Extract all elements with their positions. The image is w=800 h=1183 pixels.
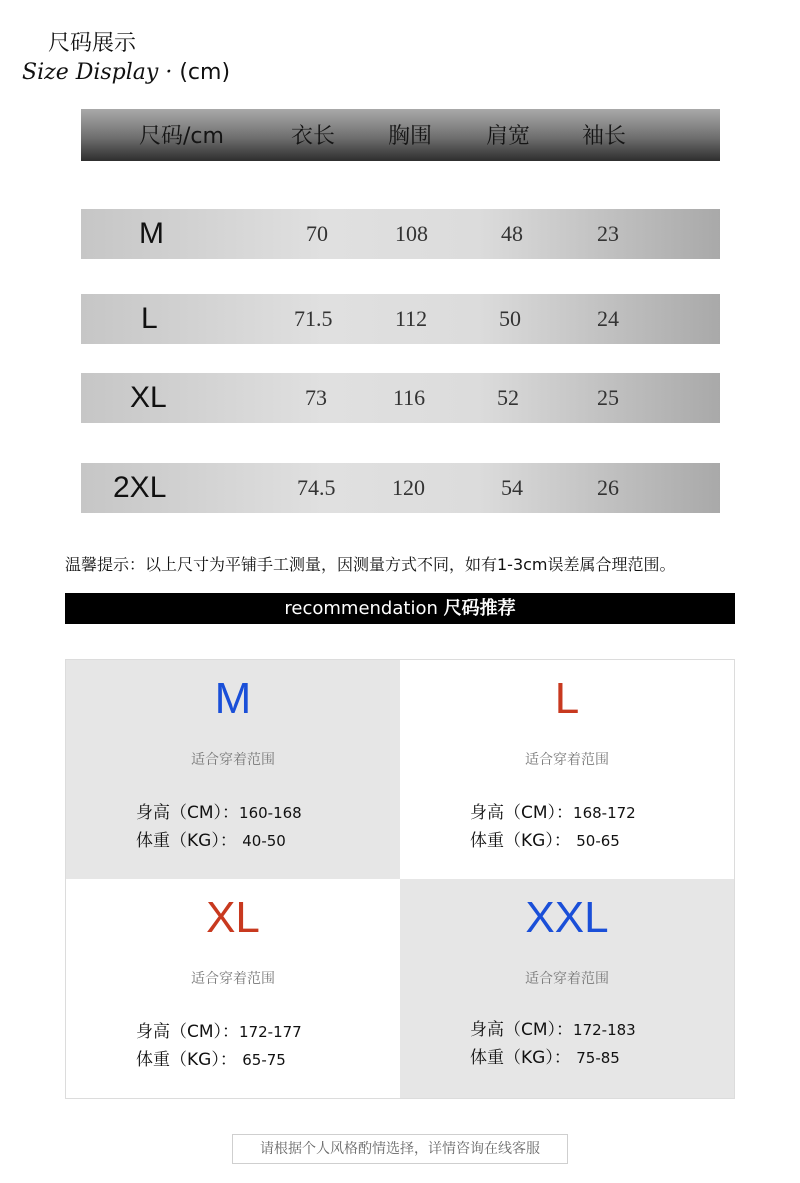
row-shoulder: 54 (501, 475, 523, 500)
recommend-card-xl (66, 879, 400, 1098)
recommendation-bar (65, 593, 735, 624)
weight-label: 体重（KG）： (136, 1050, 237, 1070)
weight-label: 体重（KG）： (136, 831, 237, 851)
row-shoulder: 52 (497, 385, 519, 410)
row-length: 71.5 (294, 306, 333, 331)
card-size: M (214, 674, 252, 723)
height-label: 身高（CM）： (136, 803, 240, 823)
card-weight (470, 1043, 620, 1068)
weight-value: 65-75 (242, 1051, 286, 1069)
card-size: L (554, 674, 580, 723)
recommendation-grid (65, 659, 735, 1099)
header-size: 尺码/cm (139, 124, 224, 149)
measurement-note: 温馨提示：以上尺寸为平铺手工测量，因测量方式不同，如有1-3cm误差属合理范围。 (65, 555, 676, 574)
size-row-2xl (81, 463, 720, 513)
size-table-header (81, 109, 720, 161)
subtitle-text: Size Display (22, 60, 159, 85)
row-length: 70 (306, 221, 328, 246)
row-size: M (139, 217, 164, 250)
header-length: 衣长 (291, 124, 336, 149)
card-weight (136, 1045, 286, 1070)
height-value: 172-183 (573, 1021, 636, 1039)
recommendation-bar-en: recommendation (284, 598, 444, 619)
row-sleeve: 26 (597, 475, 619, 500)
height-label: 身高（CM）： (470, 803, 574, 823)
recommend-card-m (66, 660, 400, 879)
header-sleeve: 袖长 (582, 124, 627, 149)
card-range-label: 适合穿着范围 (525, 752, 609, 768)
row-chest: 116 (393, 385, 426, 410)
weight-value: 40-50 (242, 832, 286, 850)
height-value: 168-172 (573, 804, 636, 822)
row-size: 2XL (113, 471, 167, 504)
row-sleeve: 24 (597, 306, 619, 331)
weight-value: 50-65 (576, 832, 620, 850)
row-chest: 120 (392, 475, 425, 500)
row-length: 73 (305, 385, 327, 410)
size-row-xl (81, 373, 720, 423)
card-size: XL (206, 893, 260, 942)
card-range-label: 适合穿着范围 (525, 971, 609, 987)
header-shoulder: 肩宽 (486, 124, 531, 149)
size-row-m (81, 209, 720, 259)
card-height (136, 798, 302, 823)
card-height (470, 1015, 636, 1040)
row-chest: 112 (395, 306, 428, 331)
weight-value: 75-85 (576, 1049, 620, 1067)
recommendation-bar-zh: 尺码推荐 (443, 598, 516, 619)
card-weight (136, 826, 286, 851)
footer-note: 请根据个人风格酌情选择，详情咨询在线客服 (232, 1134, 568, 1164)
card-height (136, 1017, 302, 1042)
height-label: 身高（CM）： (136, 1022, 240, 1042)
subtitle-separator: · (158, 60, 180, 85)
weight-label: 体重（KG）： (470, 1048, 571, 1068)
weight-label: 体重（KG）： (470, 831, 571, 851)
row-sleeve: 25 (597, 385, 619, 410)
recommend-card-xxl (400, 879, 734, 1098)
height-value: 160-168 (239, 804, 302, 822)
card-range-label: 适合穿着范围 (191, 752, 275, 768)
page-subtitle (22, 60, 230, 85)
row-chest: 108 (395, 221, 428, 246)
height-label: 身高（CM）： (470, 1020, 574, 1040)
header-chest: 胸围 (388, 124, 433, 149)
page-title: 尺码展示 (48, 31, 137, 56)
card-weight (470, 826, 620, 851)
row-size: XL (130, 381, 167, 414)
card-size: XXL (525, 893, 609, 942)
row-length: 74.5 (297, 475, 336, 500)
recommend-card-l (400, 660, 734, 879)
size-row-l (81, 294, 720, 344)
card-range-label: 适合穿着范围 (191, 971, 275, 987)
height-value: 172-177 (239, 1023, 302, 1041)
row-size: L (141, 302, 158, 335)
row-sleeve: 23 (597, 221, 619, 246)
card-height (470, 798, 636, 823)
row-shoulder: 48 (501, 221, 523, 246)
row-shoulder: 50 (499, 306, 521, 331)
subtitle-unit: (cm) (179, 60, 231, 85)
